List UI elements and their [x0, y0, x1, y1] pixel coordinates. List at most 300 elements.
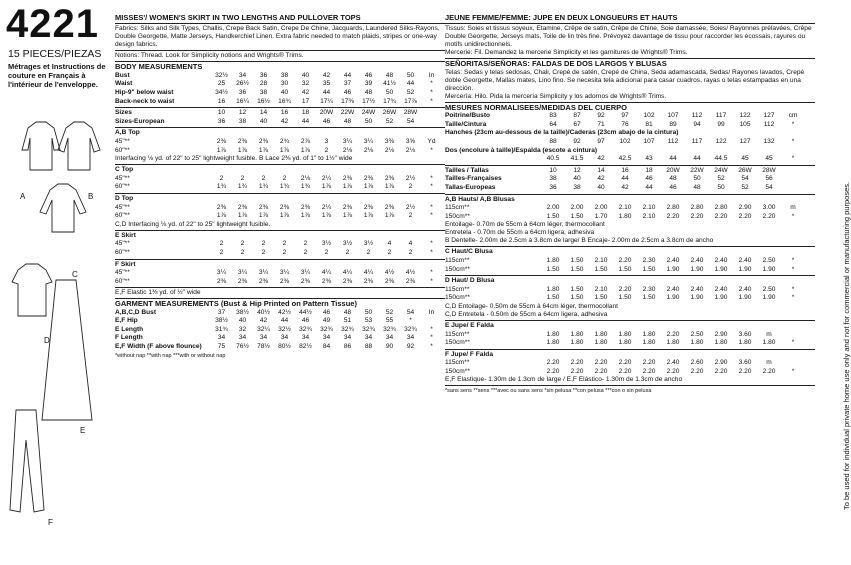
- table-row: [115, 309, 445, 318]
- table-cell: 2⅛: [300, 174, 311, 182]
- table-cell: 49: [322, 317, 331, 325]
- notions-line: Entretela - 0.70m de 55cm a 64cm ligera, adhesiva: [445, 229, 595, 237]
- table-cell: 1⅞: [342, 212, 353, 220]
- table-cell: 4¼: [321, 269, 332, 277]
- table-cell: *: [791, 367, 795, 375]
- table-cell: 2⅜: [342, 277, 353, 285]
- table-cell: 1.90: [690, 294, 704, 302]
- table-cell: 4: [387, 240, 392, 248]
- table-cell: 2⅛: [384, 146, 395, 154]
- elastic-text: E,F Elastic 1⅜ yd. of ½" wide: [115, 289, 201, 297]
- table-cell: 2.30: [642, 256, 656, 264]
- table-row: [115, 326, 445, 335]
- mercerie-text: Mercerie: Fil. Demandez la mercerie Simplicity et les garnitures de Wrights® Trims.: [445, 49, 688, 57]
- table-cell: 2.20: [690, 212, 704, 220]
- table-cell: 50: [364, 117, 373, 125]
- row-label: E,F Width (F above flounce): [115, 343, 202, 351]
- table-cell: 1.90: [690, 265, 704, 273]
- body-measurements-table: [115, 72, 445, 106]
- table-cell: 1⅞: [279, 212, 290, 220]
- table-cell: 2¼: [321, 174, 332, 182]
- table-cell: 3⅜: [384, 137, 395, 145]
- table-row: [115, 232, 445, 241]
- table-cell: 3¼: [237, 269, 248, 277]
- table-cell: 40: [301, 71, 310, 79]
- table-cell: 17¼: [320, 97, 333, 105]
- table-cell: 105: [739, 120, 751, 128]
- table-cell: 52: [717, 175, 725, 183]
- sizes-table: [115, 109, 445, 126]
- table-cell: 1.90: [714, 265, 728, 273]
- table-cell: 1.80: [570, 339, 584, 347]
- table-cell: 12: [573, 166, 581, 174]
- table-cell: 1.90: [762, 294, 776, 302]
- table-cell: 3½: [342, 240, 353, 248]
- table-cell: 1⅞: [237, 146, 248, 154]
- table-row: [445, 112, 815, 121]
- table-cell: 1.80: [546, 256, 560, 264]
- table-cell: 17¾: [383, 97, 396, 105]
- table-cell: 40: [573, 175, 581, 183]
- right-footnote: *sans sens **sens ***avec ou sans sens *sin pelusa **con pelusa ***con o sin pelusa: [445, 388, 652, 395]
- table-cell: 31¾: [215, 325, 228, 333]
- table-cell: 42: [597, 155, 605, 163]
- figure-label-b: B: [88, 192, 94, 201]
- table-cell: 1.50: [618, 294, 632, 302]
- table-cell: 42: [301, 89, 310, 96]
- table-cell: 117: [691, 138, 703, 145]
- row-label: 60"**: [115, 277, 130, 285]
- table-cell: 54: [741, 175, 749, 183]
- table-cell: 92: [597, 112, 605, 120]
- table-cell: 44½: [299, 308, 312, 316]
- row-label: 60"**: [115, 183, 130, 191]
- table-cell: 2.80: [666, 204, 680, 212]
- table-cell: 3½: [363, 240, 374, 248]
- notions-line: Entoilage- 0.70m de 55cm à 64cm léger, thermocollant: [445, 221, 605, 229]
- table-cell: 2⅜: [216, 137, 227, 145]
- french-title: JEUNE FEMME/FEMME: JUPE EN DEUX LONGUEURS ET HAUTS: [445, 13, 678, 22]
- table-cell: 50: [717, 183, 725, 191]
- table-cell: 2.20: [738, 212, 752, 220]
- table-cell: 2.20: [666, 367, 680, 375]
- table-cell: 2.00: [594, 204, 608, 212]
- table-row: [445, 294, 815, 303]
- table-cell: 46: [301, 317, 310, 325]
- table-cell: 1.80: [546, 330, 560, 338]
- table-cell: 1.80: [594, 339, 608, 347]
- table-cell: 2⅜: [279, 203, 290, 211]
- table-cell: 34: [322, 334, 331, 342]
- table-row: [445, 286, 815, 295]
- table-cell: 34: [238, 71, 247, 79]
- table-cell: 22W: [340, 109, 355, 117]
- table-cell: 1.80: [738, 339, 752, 347]
- table-cell: 97: [621, 112, 629, 120]
- table-cell: 2: [408, 212, 413, 220]
- table-cell: 36: [238, 89, 247, 96]
- table-cell: 14: [597, 166, 605, 174]
- table-cell: *: [430, 277, 433, 285]
- table-cell: 3½: [321, 240, 332, 248]
- table-cell: 75: [217, 343, 226, 351]
- usage-notice: [830, 30, 851, 510]
- table-cell: 48: [343, 308, 352, 316]
- table-cell: 45: [741, 155, 749, 163]
- table-cell: 2.20: [738, 367, 752, 375]
- table-cell: 80½: [278, 343, 291, 351]
- table-cell: 16¼: [236, 97, 249, 105]
- table-cell: 92: [406, 343, 415, 351]
- table-cell: 2.20: [570, 367, 584, 375]
- english-footnote: *without nap **with nap ***with or without nap: [115, 352, 226, 359]
- table-row: [445, 266, 815, 275]
- table-cell: 36: [217, 117, 226, 125]
- french-note: Métrages et Instructions de couture en Français à l'intérieur de l'enveloppe.: [8, 62, 106, 89]
- table-row: [115, 147, 445, 156]
- table-cell: 2.20: [546, 359, 560, 367]
- table-cell: 132: [763, 138, 775, 145]
- table-cell: *: [430, 325, 433, 333]
- table-cell: 1.50: [546, 294, 560, 302]
- table-row: [445, 368, 815, 377]
- table-cell: 2⅜: [258, 203, 269, 211]
- french-spanish-column: [445, 14, 815, 395]
- table-cell: 34: [343, 334, 352, 342]
- table-cell: 2.80: [690, 204, 704, 212]
- table-cell: 34: [259, 334, 268, 342]
- table-cell: 2¾: [279, 137, 290, 145]
- table-cell: 2.20: [762, 367, 776, 375]
- table-cell: 32¾: [362, 325, 375, 333]
- table-cell: 1.90: [666, 294, 680, 302]
- table-cell: 1⅞: [237, 212, 248, 220]
- table-cell: 1.80: [594, 330, 608, 338]
- row-label: F Jupe/ F Falda: [445, 350, 493, 358]
- table-cell: 2¼: [321, 203, 332, 211]
- table-cell: 2: [261, 248, 266, 256]
- table-cell: 2.20: [666, 330, 680, 338]
- row-label: 150cm**: [445, 212, 470, 220]
- table-cell: 127: [739, 138, 751, 145]
- table-cell: 3.60: [738, 330, 752, 338]
- table-cell: 1.50: [594, 265, 608, 273]
- table-cell: *: [791, 285, 795, 293]
- table-row: [115, 278, 445, 287]
- table-cell: 24W: [361, 109, 376, 117]
- table-cell: 17: [301, 97, 310, 105]
- table-cell: 2⅜: [279, 277, 290, 285]
- table-cell: 50: [364, 308, 373, 316]
- table-cell: 88: [549, 138, 557, 145]
- row-label: D Haut/ D Blusa: [445, 277, 495, 285]
- table-cell: 1⅞: [258, 146, 269, 154]
- table-cell: 2⅜: [384, 203, 395, 211]
- table-cell: 107: [643, 138, 655, 145]
- table-cell: 1.80: [618, 212, 632, 220]
- notions-line: C,D Entretela - 0.50m de 55cm a 64cm ligera, adhesiva: [445, 310, 608, 318]
- table-cell: 1.80: [690, 339, 704, 347]
- merceria-text: Mercería: Hilo. Pida la mercería Simplicity y los adornos de Wrights® Trims.: [445, 92, 667, 100]
- table-cell: 4¼: [342, 269, 353, 277]
- row-label: 115cm**: [445, 204, 470, 212]
- table-cell: 2: [282, 174, 287, 182]
- table-cell: 37: [343, 80, 352, 88]
- table-cell: 2.40: [690, 285, 704, 293]
- table-row: [445, 359, 815, 368]
- table-cell: 1⅞: [300, 146, 311, 154]
- table-cell: 1.50: [570, 294, 584, 302]
- table-cell: 1.50: [618, 265, 632, 273]
- table-cell: 1.80: [666, 339, 680, 347]
- row-label: 115cm**: [445, 330, 470, 338]
- row-label: 45"**: [115, 269, 130, 277]
- table-row: [115, 343, 445, 352]
- table-cell: 2: [408, 183, 413, 191]
- table-cell: 1.80: [642, 330, 656, 338]
- row-label: 45"**: [115, 240, 130, 248]
- row-label: 45"**: [115, 174, 130, 182]
- table-cell: 20W: [666, 166, 680, 174]
- table-cell: 1.50: [570, 285, 584, 293]
- table-cell: 117: [715, 112, 727, 120]
- table-cell: 2.20: [714, 367, 728, 375]
- table-cell: 12: [238, 109, 247, 117]
- table-cell: *: [430, 212, 433, 220]
- table-cell: 2.20: [642, 367, 656, 375]
- table-cell: 76: [621, 120, 629, 128]
- table-cell: 32¾: [383, 325, 396, 333]
- table-row: [115, 98, 445, 107]
- garment-sketches: [8, 120, 108, 550]
- table-cell: m: [766, 330, 772, 338]
- table-cell: 1¾: [237, 183, 248, 191]
- table-cell: 2.20: [690, 367, 704, 375]
- table-cell: 35: [322, 80, 331, 88]
- table-cell: 16: [217, 97, 226, 105]
- row-label: Dos (encolure à taille)/Espalda (escote a cintura): [445, 146, 598, 154]
- table-cell: 1⅞: [363, 212, 374, 220]
- figure-label-d: D: [44, 336, 50, 345]
- table-cell: 2½: [405, 174, 416, 182]
- table-row: [115, 138, 445, 147]
- table-cell: 2.00: [570, 204, 584, 212]
- table-row: [115, 317, 445, 326]
- table-cell: 18: [645, 166, 653, 174]
- table-cell: 50: [406, 71, 415, 79]
- table-cell: 2.90: [714, 330, 728, 338]
- interfacing-ab-text: Interfacing ⅛ yd. of 22" to 25" lightweight fusible. B Lace 2⅜ yd. of 1" to 1½" wide: [115, 155, 353, 163]
- row-label: C Top: [115, 166, 134, 174]
- row-label: 60"**: [115, 248, 130, 256]
- table-cell: 2⅜: [300, 277, 311, 285]
- table-cell: 3⅝: [405, 137, 416, 145]
- row-label: [445, 138, 461, 147]
- table-cell: 90: [385, 343, 394, 351]
- table-cell: 44: [693, 155, 701, 163]
- mesures-table: [445, 112, 815, 164]
- table-cell: 34: [280, 334, 289, 342]
- table-cell: 2: [219, 248, 224, 256]
- table-row: [115, 195, 445, 204]
- table-cell: 10: [549, 166, 557, 174]
- table-cell: 2.10: [642, 204, 656, 212]
- table-cell: 2: [303, 248, 308, 256]
- table-cell: 40.5: [546, 155, 560, 163]
- table-cell: 1⅞: [279, 146, 290, 154]
- table-cell: 112: [667, 138, 679, 145]
- table-cell: 97: [597, 138, 605, 145]
- table-cell: 1¾: [279, 183, 290, 191]
- table-cell: 2⅜: [342, 174, 353, 182]
- table-cell: 46: [322, 117, 331, 125]
- table-row: [445, 322, 815, 331]
- table-cell: 84: [322, 343, 331, 351]
- table-cell: 50: [385, 89, 394, 96]
- table-cell: 2⅜: [321, 277, 332, 285]
- table-cell: 2.20: [618, 256, 632, 264]
- table-cell: 2.20: [762, 212, 776, 220]
- table-cell: 1.50: [594, 294, 608, 302]
- row-label: Hanches (23cm au-dessous de la taille)/Caderas (23cm abajo de la cintura): [445, 129, 679, 137]
- table-cell: 86: [343, 343, 352, 351]
- table-cell: 122: [715, 138, 727, 145]
- yardage-table: [115, 129, 445, 288]
- row-label: 150cm**: [445, 367, 470, 375]
- table-cell: Yd: [427, 137, 436, 145]
- table-cell: 26W: [382, 109, 397, 117]
- table-cell: 32¼: [257, 325, 270, 333]
- table-cell: 52: [385, 308, 394, 316]
- row-label: [445, 155, 461, 164]
- figure-label-c: C: [72, 270, 78, 279]
- table-cell: 2.20: [618, 285, 632, 293]
- telas-text: Telas: Sedas y telas sedosas, Chali, Crepé de satén, Crepé de China, Seda adamascada, Sedas/ Rayones lavados, Crepé doble Georgette, Mallas mates, Lino fino. Se necesita tela adicional para casar cuadros, rayas o telas estampadas en una dirección.: [445, 68, 805, 92]
- row-label: E Jupe/ E Falda: [445, 321, 494, 329]
- table-cell: 2⅛: [405, 146, 416, 154]
- table-cell: 28W: [762, 166, 776, 174]
- table-cell: 88: [364, 343, 373, 351]
- table-cell: 2.40: [714, 256, 728, 264]
- table-cell: 2.50: [762, 256, 776, 264]
- table-cell: 2.30: [642, 285, 656, 293]
- table-cell: 17½: [362, 97, 375, 105]
- table-cell: 48: [385, 71, 394, 79]
- table-cell: 2: [261, 174, 266, 182]
- table-cell: 2.10: [618, 204, 632, 212]
- table-row: [115, 129, 445, 138]
- table-cell: 2⅜: [342, 203, 353, 211]
- table-cell: 2.40: [666, 359, 680, 367]
- table-cell: 1.80: [618, 339, 632, 347]
- table-row: [445, 121, 815, 130]
- row-label: Tailles-Françaises: [445, 175, 502, 183]
- row-label: 45"**: [115, 137, 130, 145]
- table-cell: 41½: [383, 80, 396, 88]
- table-cell: 36: [259, 71, 268, 79]
- table-cell: 1¾: [258, 183, 269, 191]
- table-cell: 3¼: [279, 269, 290, 277]
- table-row: [115, 118, 445, 127]
- table-cell: 2⅛: [342, 146, 353, 154]
- table-cell: 55: [385, 317, 394, 325]
- table-row: [115, 261, 445, 270]
- pattern-number: 4221: [6, 2, 99, 46]
- table-cell: 37: [217, 308, 226, 316]
- table-cell: 28W: [403, 109, 418, 117]
- table-cell: 56: [765, 175, 773, 183]
- table-cell: *: [791, 339, 795, 347]
- row-label: A,B Hauts/ A,B Blusas: [445, 195, 515, 203]
- table-cell: 87: [573, 112, 581, 120]
- table-row: [445, 213, 815, 222]
- table-cell: *: [791, 138, 795, 145]
- table-cell: 2.40: [666, 285, 680, 293]
- table-cell: 2⅜: [216, 203, 227, 211]
- body-measurements-title: BODY MEASUREMENTS: [115, 62, 203, 72]
- table-cell: 34: [406, 334, 415, 342]
- table-cell: 1.90: [762, 265, 776, 273]
- table-cell: 1⅞: [258, 212, 269, 220]
- table-cell: 42.5: [618, 155, 632, 163]
- table-row: [115, 175, 445, 184]
- row-label: Tailles / Tallas: [445, 166, 489, 174]
- table-cell: *: [430, 89, 433, 96]
- row-label: 45"**: [115, 203, 130, 211]
- table-cell: 2: [282, 248, 287, 256]
- row-label: 150cm**: [445, 294, 470, 302]
- row-label: 60"**: [115, 146, 130, 154]
- table-cell: 67: [573, 120, 581, 128]
- table-cell: 38: [573, 183, 581, 191]
- table-cell: 1.50: [570, 212, 584, 220]
- english-column: [115, 14, 445, 360]
- table-cell: 44: [280, 317, 289, 325]
- table-cell: 2: [387, 248, 392, 256]
- table-cell: *: [430, 97, 433, 105]
- table-cell: 2⅜: [384, 277, 395, 285]
- table-cell: 1¾: [216, 183, 227, 191]
- table-row: [115, 166, 445, 175]
- table-cell: 48: [343, 117, 352, 125]
- table-cell: 20W: [319, 109, 334, 117]
- table-cell: 2.80: [714, 204, 728, 212]
- notions-text: Notions: Thread. Look for Simplicity notions and Wrights® Trims.: [115, 52, 304, 60]
- table-cell: 1.50: [570, 256, 584, 264]
- table-cell: 4: [408, 240, 413, 248]
- table-cell: 1.80: [546, 339, 560, 347]
- table-cell: 32½: [278, 325, 291, 333]
- table-cell: 2⅜: [258, 137, 269, 145]
- table-cell: 2.40: [666, 256, 680, 264]
- table-row: [445, 155, 815, 164]
- table-cell: 32½: [215, 71, 228, 79]
- table-cell: 2⅜: [300, 203, 311, 211]
- table-cell: 44: [669, 155, 677, 163]
- table-cell: 25: [217, 80, 226, 88]
- table-cell: 2.90: [738, 204, 752, 212]
- table-cell: 26½: [236, 80, 249, 88]
- table-cell: *: [430, 174, 433, 182]
- table-cell: 2: [324, 248, 329, 256]
- table-row: [445, 277, 815, 286]
- table-cell: 34: [238, 334, 247, 342]
- table-cell: 30: [280, 80, 289, 88]
- table-cell: 2⅜: [237, 137, 248, 145]
- table-cell: 1.90: [738, 265, 752, 273]
- table-row: [115, 334, 445, 343]
- table-cell: 2½: [405, 203, 416, 211]
